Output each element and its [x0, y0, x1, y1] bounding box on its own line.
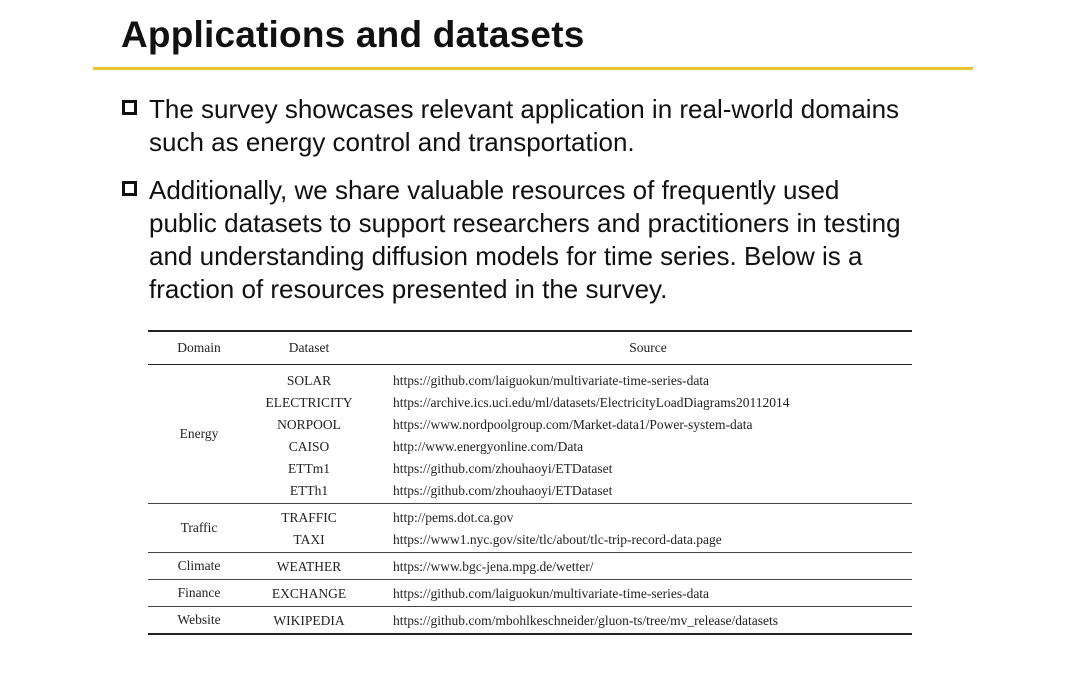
dataset-cell: WIKIPEDIA	[273, 613, 345, 628]
dataset-cell: ELECTRICITY	[265, 395, 353, 410]
bullet-item	[122, 93, 902, 159]
dataset-cell: NORPOOL	[277, 417, 341, 432]
dataset-cell: TAXI	[293, 532, 325, 547]
domain-group	[148, 606, 912, 633]
dataset-cell: ETTh1	[289, 483, 329, 498]
table-row	[148, 414, 912, 436]
source-cell: https://www1.nyc.gov/site/tlc/about/tlc-trip-record-data.page	[393, 532, 722, 547]
title-underline	[93, 67, 973, 70]
domain-group	[148, 503, 912, 552]
source-cell: https://archive.ics.uci.edu/ml/datasets/ElectricityLoadDiagrams20112014	[393, 395, 790, 410]
square-bullet-icon	[122, 181, 137, 196]
domain-group	[148, 579, 912, 606]
domain-cell: Traffic	[180, 520, 218, 535]
source-cell: https://github.com/mbohlkeschneider/gluon-ts/tree/mv_release/datasets	[393, 613, 779, 628]
dataset-cell: CAISO	[288, 439, 330, 454]
header-domain: Domain	[177, 340, 221, 355]
domain-cell: Finance	[177, 585, 221, 600]
domain-group	[148, 552, 912, 579]
table-row	[148, 458, 912, 480]
domain-cell: Energy	[179, 426, 219, 441]
dataset-cell: WEATHER	[276, 559, 342, 574]
dataset-cell: TRAFFIC	[281, 510, 337, 525]
table-header-row	[148, 332, 912, 365]
source-cell: https://github.com/zhouhaoyi/ETDataset	[393, 461, 613, 476]
table-row	[148, 529, 912, 551]
table-row	[148, 507, 912, 529]
table-row	[148, 583, 912, 605]
source-cell: https://github.com/laiguokun/multivariate-time-series-data	[393, 373, 710, 388]
table-row	[148, 610, 912, 632]
table-row	[148, 480, 912, 502]
table-row	[148, 370, 912, 392]
dataset-cell: ETTm1	[288, 461, 330, 476]
slide-title: Applications and datasets	[121, 14, 585, 55]
dataset-cell: SOLAR	[286, 373, 332, 388]
table-row	[148, 556, 912, 578]
table-body	[148, 365, 912, 633]
table-row	[148, 436, 912, 458]
domain-group	[148, 365, 912, 503]
source-cell: https://github.com/laiguokun/multivariate-time-series-data	[393, 586, 710, 601]
header-dataset: Dataset	[288, 340, 330, 355]
source-cell: http://www.energyonline.com/Data	[393, 439, 584, 454]
dataset-cell: EXCHANGE	[271, 586, 347, 601]
header-source: Source	[629, 340, 667, 355]
domain-cell: Website	[177, 612, 221, 627]
source-cell: https://www.bgc-jena.mpg.de/wetter/	[393, 559, 594, 574]
source-cell: https://www.nordpoolgroup.com/Market-data1/Power-system-data	[393, 417, 753, 432]
source-cell: https://github.com/zhouhaoyi/ETDataset	[393, 483, 613, 498]
table-row	[148, 392, 912, 414]
datasets-table	[148, 330, 912, 635]
bullet-text: The survey showcases relevant application in real-world domains such as energy control and transportation.	[149, 94, 900, 157]
source-cell: http://pems.dot.ca.gov	[393, 510, 514, 525]
square-bullet-icon	[122, 100, 137, 115]
bullet-item	[122, 174, 902, 306]
bullet-text: Additionally, we share valuable resources of frequently used public datasets to support researchers and practitioners in testing and understanding diffusion models for time series. Below is a fraction of resources presented in the survey.	[149, 175, 901, 304]
domain-cell: Climate	[177, 558, 221, 573]
